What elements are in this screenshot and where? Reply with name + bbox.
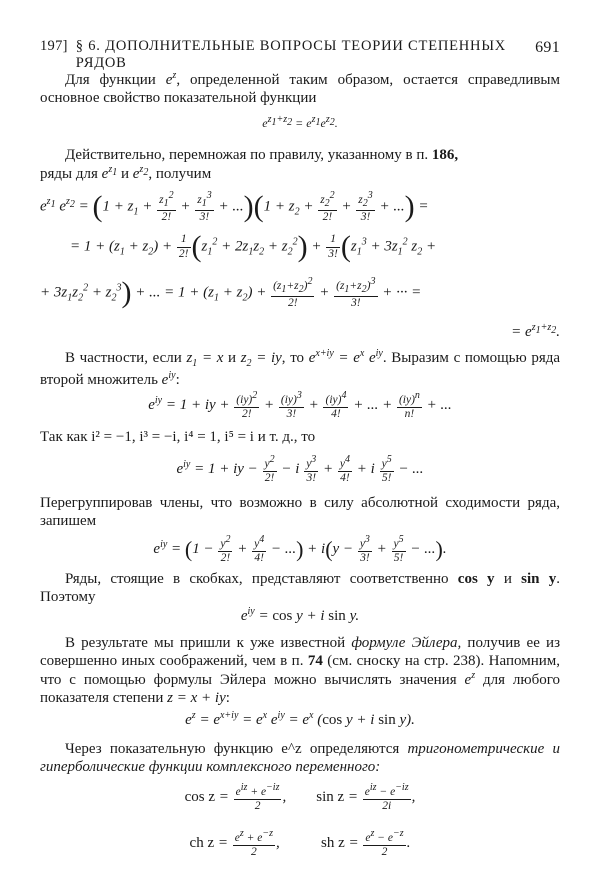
- sh-def: sh z = $\frac{e^z - e^{-z}}{2}$ .: [321, 828, 411, 859]
- paragraph-6: Ряды, стоящие в скобках, представляют соответственно cos y и sin y. Поэтому: [40, 571, 560, 605]
- equation-cos-sin-defs: [40, 782, 560, 813]
- sin-def: sin z = $\frac{e^{iz} - e^{-iz}}{2i}$ ,: [316, 782, 416, 813]
- equation-exp-iy-expanded: $e^{iy} = 1$ + iy − $\frac{y^2}{2!}$ − i $\frac{y^3}{3!}$ + $\frac{y^4}{4!}$ + i $\frac{y^5}{5!}$ − ...: [176, 454, 424, 485]
- cos-def: cos z = $\frac{e^{iz} + e^{-iz}}{2}$ ,: [184, 782, 287, 813]
- page-number: 691: [535, 39, 560, 56]
- header-section-title: § 6. ДОПОЛНИТЕЛЬНЫЕ ВОПРОСЫ ТЕОРИИ СТЕПЕННЫХ РЯДОВ: [75, 38, 507, 72]
- equation-euler: $e^{iy} = \cos y + i$ sin y.: [240, 606, 360, 624]
- paragraph-4: Так как i² = −1, i³ = −i, i⁴ = 1, i⁵ = i и т. д., то: [40, 429, 316, 445]
- paragraph-8: Через показательную функцию e^z определяются тригонометрические и гиперболические функции комплексного переменного:: [40, 741, 560, 775]
- equation-exp-z: $e^z = e^{x+iy} = e^x$ $e^{iy} = e^x$ (cos y + i sin y).: [185, 710, 415, 728]
- running-header: [40, 38, 560, 73]
- equation-series-product-line3: + $3z_1z_2^2 + z_2^3$) + ... = $1 + (z_1 + z_2)$ + $\frac{(z_1+z_2)^2}{2!}$ + $\frac{(z_1+z_2)^3}{3!}$ + ··· =: [40, 275, 422, 309]
- header-left: 197]: [40, 38, 68, 54]
- equation-regrouped: $e^{iy} = (1$ − $\frac{y^2}{2!}$ + $\frac{y^4}{4!}$ − ...) + i(y − $\frac{y^3}{3!}$ + $\frac{y^5}{5!}$ − ...).: [153, 534, 447, 565]
- ch-def: ch z = $\frac{e^z + e^{-z}}{2}$ ,: [189, 828, 280, 859]
- paragraph-7: В результате мы пришли к уже известной формуле Эйлера, получив ее из совершенно иных соображений, чем в п. 74 (см. сноску на стр. 238). Напомним, что с помощью формулы Эйлера можно вычислять значения $e^z$ для любого показателя степени z = x + iy:: [40, 635, 560, 706]
- equation-series-product-line2: = $1 + (z_1 + z_2)$ + $\frac{1}{2!}$ $(z_1^2 + 2z_1z_2 + z_2^2)$ + $\frac{1}{3!}$ ($z_1^3 + 3z_1^2$ $z_2$ +: [70, 230, 437, 263]
- paragraph-2: Действительно, перемножая по правилу, указанному в п. 186, ряды для $e^{z_1}$ и $e^{z_2}$, получим: [40, 147, 459, 182]
- equation-ch-sh-defs: [40, 828, 560, 859]
- equation-exponent-property: $e^{z_1+z_2} = e^{z_1}e^{z_2}$.: [262, 114, 338, 130]
- equation-series-product-line1: $e^{z_1}$ $e^{z_2} = (1 + z_1$ + $\frac{z_1^2}{2!}$ + $\frac{z_1^3}{3!}$ + $...)(1 + z_2$ + $\frac{z_2^2}{2!}$ + $\frac{z_2^3}{3!}$ + ...) =: [40, 189, 429, 223]
- paragraph-5: Перегруппировав члены, что возможно в силу абсолютной сходимости ряда, запишем: [40, 495, 560, 529]
- equation-exp-iy-series: $e^{iy} = 1$ + iy + $\frac{(iy)^2}{2!}$ + $\frac{(iy)^3}{3!}$ + $\frac{(iy)^4}{4!}$ + ... + $\frac{(iy)^n}{n!}$ + ...: [148, 390, 452, 421]
- equation-series-product-result: = $e^{z_1+z_2}$.: [511, 322, 560, 340]
- paragraph-1: Для функции $e^z$, определенной таким образом, остается справедливым основное свойство показательной функции: [40, 70, 561, 106]
- paragraph-3: В частности, если $z_1 = x$ и $z_2$ = iy, то $e^{x+iy} = e^x$ $e^{iy}$. Выразим с помощью ряда второй множитель $e^{iy}$:: [40, 348, 561, 388]
